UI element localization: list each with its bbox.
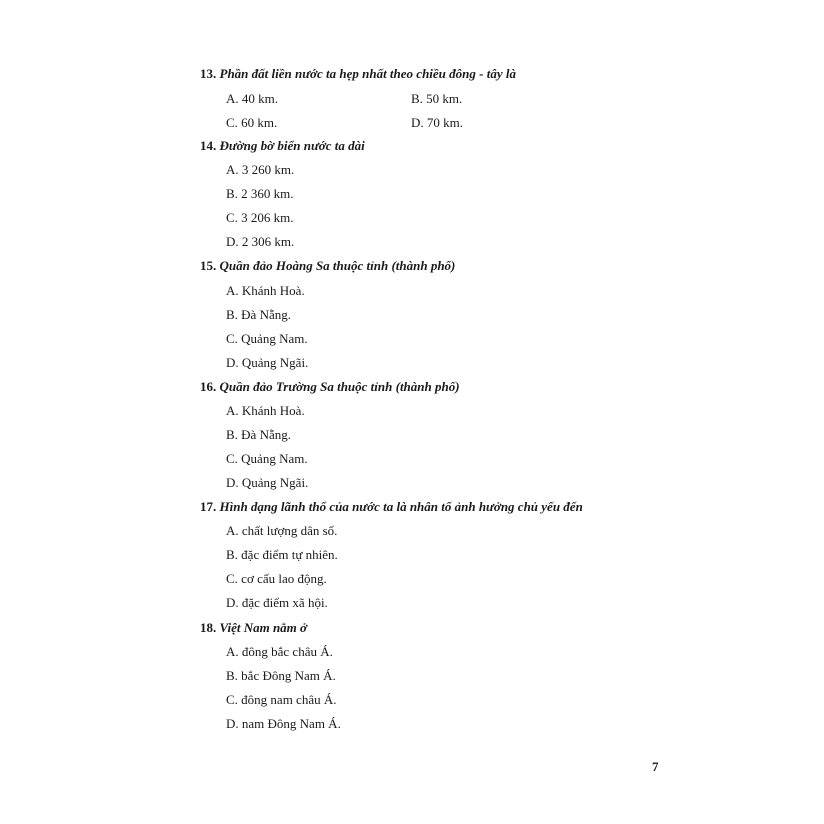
- question-number: 13.: [200, 66, 217, 81]
- question-number: 18.: [200, 620, 217, 635]
- option-b: B. 2 360 km.: [226, 186, 294, 201]
- option-a: A. chất lượng dân số.: [226, 523, 338, 538]
- option-c: C. Quảng Nam.: [226, 331, 308, 346]
- option-a: A. Khánh Hoà.: [226, 403, 305, 418]
- option-b: B. 50 km.: [411, 91, 463, 106]
- option-c: C. 3 206 km.: [226, 210, 294, 225]
- question-stem: Quần đảo Trường Sa thuộc tỉnh (thành phố): [219, 379, 460, 394]
- option-d: D. Quảng Ngãi.: [226, 475, 309, 490]
- question-13: [200, 66, 516, 82]
- question-15: [200, 258, 455, 274]
- option-d: D. 70 km.: [411, 115, 463, 130]
- option-a: A. 40 km.: [226, 91, 278, 106]
- option-a: A. 3 260 km.: [226, 162, 295, 177]
- question-number: 16.: [200, 379, 217, 394]
- option-d: D. đặc điểm xã hội.: [226, 595, 328, 610]
- option-d: D. Quảng Ngãi.: [226, 355, 309, 370]
- option-b: B. bắc Đông Nam Á.: [226, 668, 336, 683]
- question-14: [200, 138, 365, 154]
- question-17: [200, 499, 583, 515]
- question-number: 14.: [200, 138, 217, 153]
- question-number: 17.: [200, 499, 217, 514]
- option-c: C. đông nam châu Á.: [226, 692, 337, 707]
- question-stem: Đường bờ biển nước ta dài: [219, 138, 365, 153]
- option-b: B. Đà Nẵng.: [226, 427, 291, 442]
- question-number: 15.: [200, 258, 217, 273]
- option-a: A. đông bắc châu Á.: [226, 644, 333, 659]
- option-d: D. 2 306 km.: [226, 234, 295, 249]
- question-stem: Việt Nam nằm ở: [219, 620, 308, 635]
- option-c: C. cơ cấu lao động.: [226, 571, 327, 586]
- question-stem: Phần đất liền nước ta hẹp nhất theo chiều đông - tây là: [219, 66, 516, 81]
- question-18: [200, 620, 307, 636]
- option-c: C. 60 km.: [226, 115, 278, 130]
- question-16: [200, 379, 460, 395]
- option-d: D. nam Đông Nam Á.: [226, 716, 341, 731]
- page-number: 7: [652, 759, 659, 774]
- option-b: B. đặc điểm tự nhiên.: [226, 547, 338, 562]
- option-a: A. Khánh Hoà.: [226, 283, 305, 298]
- option-b: B. Đà Nẵng.: [226, 307, 291, 322]
- question-stem: Quần đảo Hoàng Sa thuộc tỉnh (thành phố): [219, 258, 456, 273]
- question-stem: Hình dạng lãnh thổ của nước ta là nhân tố ảnh hưởng chủ yếu đến: [219, 499, 583, 514]
- option-c: C. Quảng Nam.: [226, 451, 308, 466]
